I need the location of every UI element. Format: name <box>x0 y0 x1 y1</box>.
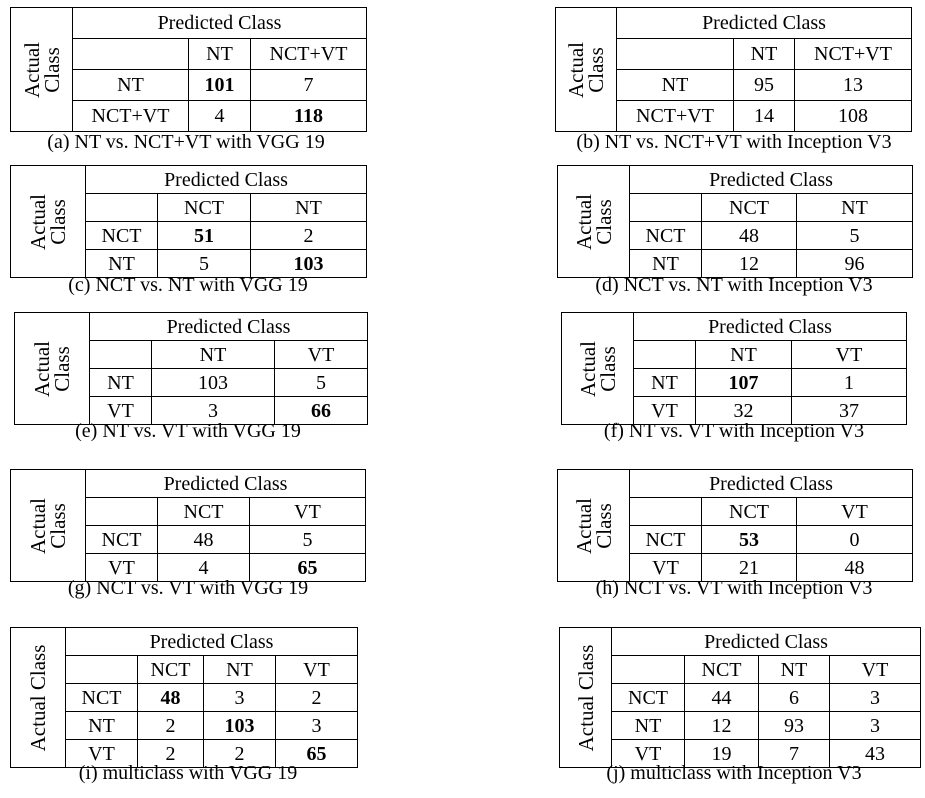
actual-row-header: NT <box>66 712 138 740</box>
actual-row-header: VT <box>66 740 138 768</box>
actual-class-text: Class <box>46 502 70 549</box>
predicted-column-header: NCT <box>138 656 204 684</box>
predicted-class-header: Predicted Class <box>630 166 913 194</box>
confusion-matrix-g <box>10 469 366 582</box>
matrix-caption: (f) NT vs. VT with Inception V3 <box>603 420 865 442</box>
predicted-class-header: Predicted Class <box>617 8 912 39</box>
matrix-caption: (e) NT vs. VT with VGG 19 <box>75 420 301 442</box>
actual-class-text: Actual <box>564 41 588 98</box>
confusion-matrix-h <box>557 469 913 582</box>
matrix-cell <box>702 526 797 554</box>
matrix-cell: 2 <box>138 712 204 740</box>
matrix-table <box>10 469 366 582</box>
predicted-column-header: NCT <box>702 498 797 526</box>
predicted-column-header: NT <box>189 39 251 70</box>
actual-row-header: VT <box>630 554 702 582</box>
actual-class-label <box>560 628 612 768</box>
matrix-caption: (g) NCT vs. VT with VGG 19 <box>67 577 309 599</box>
actual-class-text: Actual <box>575 340 600 397</box>
corner-cell <box>90 341 152 369</box>
matrix-table <box>555 7 912 132</box>
actual-row-header: NCT <box>630 526 702 554</box>
matrix-cell: 2 <box>251 222 367 250</box>
predicted-class-header: Predicted Class <box>90 313 368 341</box>
predicted-column-header: NT <box>734 39 795 70</box>
actual-row-header: NCT <box>612 684 685 712</box>
actual-class-text: Actual <box>26 497 50 554</box>
highlighted-value: 48 <box>160 686 181 709</box>
predicted-class-header: Predicted Class <box>73 8 367 39</box>
matrix-table <box>559 627 921 768</box>
predicted-class-header: Predicted Class <box>86 470 366 498</box>
predicted-column-header: VT <box>797 498 913 526</box>
actual-class-text: Class <box>46 198 70 245</box>
actual-row-header: VT <box>90 397 152 425</box>
matrix-cell: 2 <box>204 740 276 768</box>
predicted-class-header: Predicted Class <box>634 313 907 341</box>
predicted-column-header: NCT <box>158 194 251 222</box>
matrix-cell: 4 <box>189 101 251 132</box>
actual-row-header: NCT <box>630 222 702 250</box>
actual-class-text: Actual <box>571 497 596 554</box>
matrix-cell <box>138 684 204 712</box>
predicted-class-header: Predicted Class <box>630 470 913 498</box>
actual-class-label <box>562 313 634 425</box>
matrix-cell: 13 <box>795 70 912 101</box>
corner-cell <box>630 194 702 222</box>
matrix-cell: 21 <box>702 554 797 582</box>
predicted-class-header: Predicted Class <box>612 628 921 656</box>
confusion-matrix-i <box>10 627 358 768</box>
predicted-column-header: NT <box>797 194 913 222</box>
actual-class-text: Class <box>50 345 74 392</box>
matrix-caption: (j) multiclass with Inception V3 <box>606 762 862 784</box>
predicted-column-header: NCT+VT <box>795 39 912 70</box>
highlighted-value: 53 <box>739 528 759 551</box>
matrix-cell: 0 <box>797 526 913 554</box>
actual-class-label <box>556 8 617 132</box>
actual-class-label <box>11 628 66 768</box>
matrix-cell: 5 <box>158 250 251 278</box>
matrix-cell: 96 <box>797 250 913 278</box>
matrix-cell <box>158 222 251 250</box>
matrix-cell <box>204 712 276 740</box>
predicted-class-header: Predicted Class <box>86 166 367 194</box>
actual-class-text: Actual <box>26 193 50 250</box>
matrix-table <box>14 312 368 425</box>
matrix-cell: 3 <box>830 712 921 740</box>
confusion-matrix-j <box>559 627 921 768</box>
matrix-cell: 1 <box>792 369 907 397</box>
actual-class-label <box>558 470 630 582</box>
matrix-cell: 6 <box>759 684 830 712</box>
predicted-column-header: VT <box>792 341 907 369</box>
actual-class-text: Class <box>595 345 620 392</box>
actual-class-text: Class <box>591 502 616 549</box>
matrix-caption: (d) NCT vs. NT with Inception V3 <box>595 274 873 296</box>
matrix-cell: 2 <box>138 740 204 768</box>
corner-cell <box>630 498 702 526</box>
actual-class-text: Class <box>584 46 608 93</box>
predicted-column-header: NT <box>152 341 275 369</box>
confusion-matrix-e <box>14 312 368 425</box>
actual-row-header: NT <box>86 250 158 278</box>
predicted-column-header: NCT <box>685 656 759 684</box>
highlighted-value: 103 <box>293 252 324 275</box>
matrix-cell: 43 <box>830 740 921 768</box>
predicted-column-header: VT <box>250 498 366 526</box>
actual-row-header: NCT <box>86 222 158 250</box>
matrix-table <box>557 165 913 278</box>
corner-cell <box>617 39 734 70</box>
corner-cell <box>86 498 158 526</box>
confusion-matrix-c <box>10 165 367 278</box>
predicted-column-header: NT <box>204 656 276 684</box>
corner-cell <box>634 341 696 369</box>
matrix-cell: 5 <box>250 526 366 554</box>
predicted-column-header: VT <box>830 656 921 684</box>
actual-class-text: Actual <box>30 340 54 397</box>
corner-cell <box>66 656 138 684</box>
matrix-table <box>10 7 367 132</box>
matrix-cell: 44 <box>685 684 759 712</box>
predicted-column-header: NT <box>759 656 830 684</box>
matrix-cell: 48 <box>797 554 913 582</box>
matrix-cell: 2 <box>276 684 358 712</box>
confusion-matrix-f <box>561 312 907 425</box>
matrix-cell: 108 <box>795 101 912 132</box>
matrix-cell: 12 <box>702 250 797 278</box>
matrix-caption: (a) NT vs. NCT+VT with VGG 19 <box>47 131 325 153</box>
confusion-matrix-a <box>10 7 367 132</box>
corner-cell <box>612 656 685 684</box>
actual-class-label <box>558 166 630 278</box>
highlighted-value: 66 <box>311 399 331 422</box>
actual-row-header: NCT <box>86 526 158 554</box>
actual-row-header: NT <box>630 250 702 278</box>
matrix-cell: 3 <box>204 684 276 712</box>
actual-row-header: NT <box>73 70 189 101</box>
matrix-cell: 7 <box>759 740 830 768</box>
matrix-cell: 32 <box>696 397 792 425</box>
actual-class-text: Class <box>39 46 64 93</box>
actual-class-text: Actual Class <box>573 644 598 751</box>
highlighted-value: 118 <box>294 105 323 127</box>
actual-row-header: NCT <box>66 684 138 712</box>
actual-row-header: NT <box>90 369 152 397</box>
matrix-table <box>557 469 913 582</box>
matrix-cell: 7 <box>251 70 367 101</box>
actual-class-label <box>15 313 90 425</box>
matrix-table <box>561 312 907 425</box>
highlighted-value: 51 <box>194 224 214 247</box>
matrix-cell: 93 <box>759 712 830 740</box>
highlighted-value: 65 <box>297 556 318 579</box>
predicted-column-header: VT <box>275 341 368 369</box>
matrix-cell: 48 <box>158 526 250 554</box>
predicted-column-header: NT <box>696 341 792 369</box>
matrix-table <box>10 165 367 278</box>
predicted-class-header: Predicted Class <box>66 628 358 656</box>
actual-row-header: NT <box>634 369 696 397</box>
matrix-cell: 3 <box>830 684 921 712</box>
predicted-column-header: NCT <box>158 498 250 526</box>
matrix-cell: 95 <box>734 70 795 101</box>
matrix-table <box>10 627 358 768</box>
matrix-caption: (b) NT vs. NCT+VT with Inception V3 <box>576 131 892 153</box>
matrix-cell: 37 <box>792 397 907 425</box>
matrix-cell: 103 <box>152 369 275 397</box>
matrix-cell: 5 <box>275 369 368 397</box>
matrix-cell <box>189 70 251 101</box>
actual-row-header: VT <box>86 554 158 582</box>
confusion-matrix-b <box>555 7 912 132</box>
predicted-column-header: NT <box>251 194 367 222</box>
actual-class-text: Actual <box>571 193 596 250</box>
highlighted-value: 107 <box>728 371 759 394</box>
highlighted-value: 101 <box>204 74 235 96</box>
actual-row-header: NCT+VT <box>73 101 189 132</box>
matrix-cell: 5 <box>797 222 913 250</box>
matrix-cell: 4 <box>158 554 250 582</box>
matrix-cell: 48 <box>702 222 797 250</box>
actual-class-text: Actual Class <box>26 644 50 751</box>
actual-class-label <box>11 470 86 582</box>
confusion-matrix-d <box>557 165 913 278</box>
actual-row-header: NT <box>612 712 685 740</box>
actual-row-header: VT <box>634 397 696 425</box>
matrix-cell: 12 <box>685 712 759 740</box>
corner-cell <box>73 39 189 70</box>
matrix-cell <box>696 369 792 397</box>
actual-class-text: Actual <box>19 41 44 98</box>
predicted-column-header: NCT <box>702 194 797 222</box>
matrix-caption: (c) NCT vs. NT with VGG 19 <box>68 274 308 296</box>
matrix-cell: 3 <box>276 712 358 740</box>
highlighted-value: 65 <box>306 742 327 765</box>
actual-class-label <box>11 8 73 132</box>
matrix-cell <box>251 101 367 132</box>
actual-row-header: NT <box>617 70 734 101</box>
actual-class-text: Class <box>591 198 616 245</box>
matrix-cell: 19 <box>685 740 759 768</box>
matrix-cell: 3 <box>152 397 275 425</box>
predicted-column-header: NCT+VT <box>251 39 367 70</box>
matrix-caption: (h) NCT vs. VT with Inception V3 <box>595 577 873 599</box>
matrix-caption: (i) multiclass with VGG 19 <box>78 762 298 784</box>
actual-class-label <box>11 166 86 278</box>
corner-cell <box>86 194 158 222</box>
actual-row-header: NCT+VT <box>617 101 734 132</box>
matrix-cell: 14 <box>734 101 795 132</box>
predicted-column-header: VT <box>276 656 358 684</box>
actual-row-header: VT <box>612 740 685 768</box>
highlighted-value: 103 <box>224 714 255 737</box>
